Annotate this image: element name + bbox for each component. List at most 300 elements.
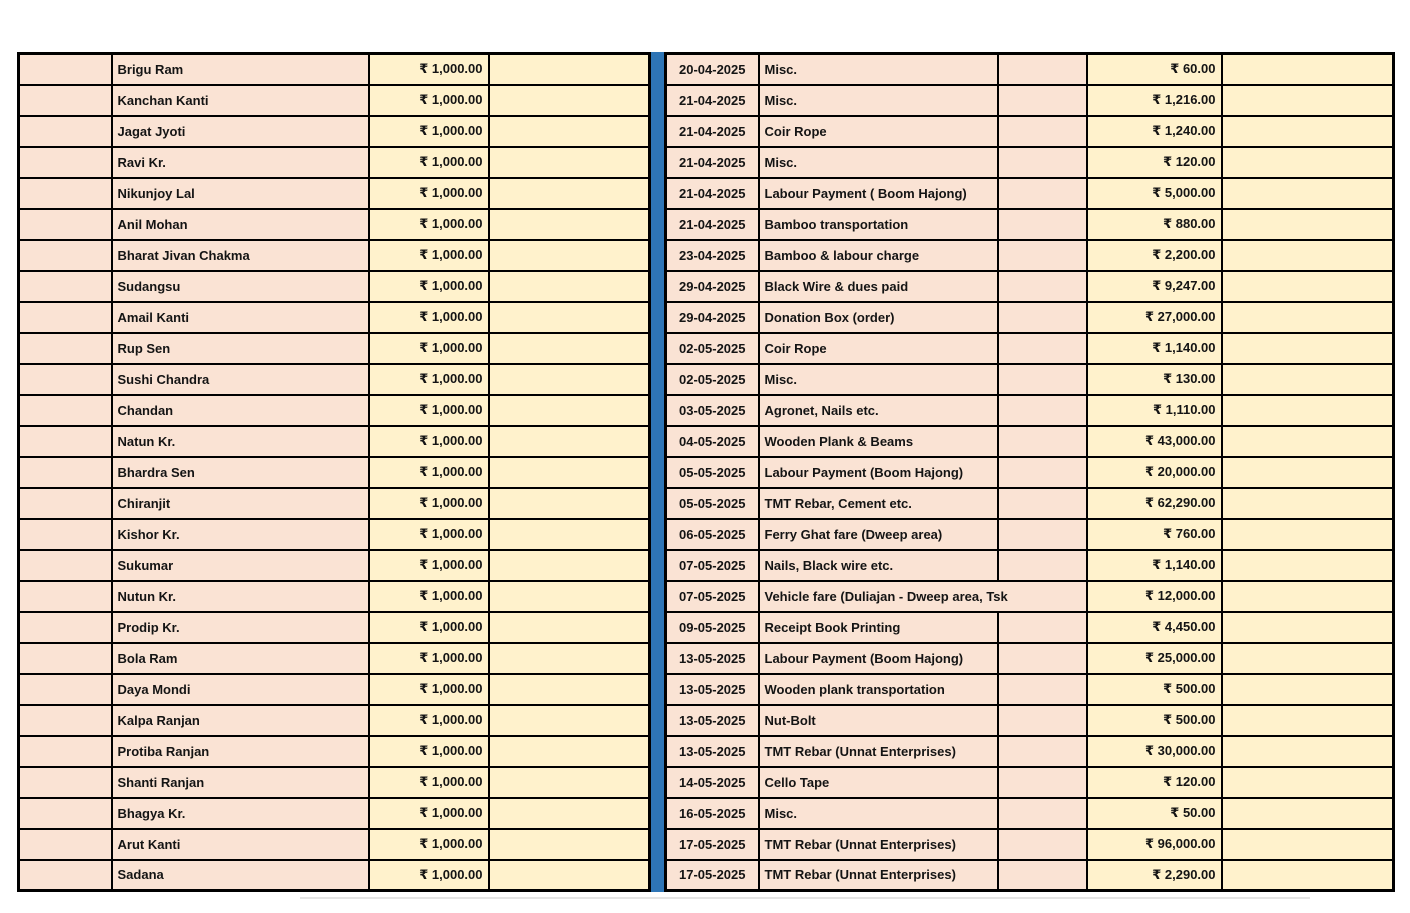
description-cell: TMT Rebar (Unnat Enterprises) [759,829,998,860]
empty-cell [1222,85,1394,116]
empty-cell [1222,643,1394,674]
empty-cell [998,271,1087,302]
empty-cell [1222,333,1394,364]
amount-cell: ₹ 1,000.00 [369,457,489,488]
empty-cell [1222,54,1394,85]
empty-cell [1222,581,1394,612]
name-cell: Ravi Kr. [112,147,369,178]
empty-cell [1222,519,1394,550]
amount-cell: ₹ 2,290.00 [1087,860,1222,891]
name-cell: Kalpa Ranjan [112,705,369,736]
table-row [19,116,650,147]
empty-cell [1222,147,1394,178]
empty-cell [1222,271,1394,302]
table-row [666,333,1394,364]
table-row [19,54,650,85]
empty-cell [489,116,650,147]
table-row [19,550,650,581]
table-row [666,581,1394,612]
page-break-shadow [300,897,1310,899]
amount-cell: ₹ 1,000.00 [369,798,489,829]
table-row [666,54,1394,85]
date-cell: 14-05-2025 [666,767,759,798]
amount-cell: ₹ 1,000.00 [369,116,489,147]
empty-cell [998,54,1087,85]
amount-cell: ₹ 1,000.00 [369,581,489,612]
amount-cell: ₹ 1,000.00 [369,395,489,426]
empty-cell [19,364,112,395]
name-cell: Bhardra Sen [112,457,369,488]
empty-cell [1222,395,1394,426]
amount-cell: ₹ 1,000.00 [369,271,489,302]
amount-cell: ₹ 1,000.00 [369,550,489,581]
date-cell: 16-05-2025 [666,798,759,829]
amount-cell: ₹ 1,000.00 [369,364,489,395]
name-cell: Prodip Kr. [112,612,369,643]
table-row [19,798,650,829]
empty-cell [19,302,112,333]
description-cell: Nut-Bolt [759,705,998,736]
description-cell: Misc. [759,54,998,85]
amount-cell: ₹ 1,000.00 [369,178,489,209]
name-cell: Bhagya Kr. [112,798,369,829]
empty-cell [489,333,650,364]
date-cell: 02-05-2025 [666,333,759,364]
empty-cell [489,147,650,178]
date-cell: 07-05-2025 [666,581,759,612]
amount-cell: ₹ 1,000.00 [369,426,489,457]
amount-cell: ₹ 9,247.00 [1087,271,1222,302]
empty-cell [489,674,650,705]
empty-cell [1222,767,1394,798]
name-cell: Kishor Kr. [112,519,369,550]
empty-cell [489,178,650,209]
amount-cell: ₹ 120.00 [1087,767,1222,798]
empty-cell [19,829,112,860]
empty-cell [998,643,1087,674]
empty-cell [998,147,1087,178]
page-column-divider [651,52,664,892]
table-row [666,240,1394,271]
empty-cell [489,705,650,736]
amount-cell: ₹ 1,000.00 [369,767,489,798]
empty-cell [1222,240,1394,271]
amount-cell: ₹ 2,200.00 [1087,240,1222,271]
description-cell: Coir Rope [759,333,998,364]
spreadsheet-page [17,52,1395,892]
empty-cell [489,240,650,271]
table-row [666,426,1394,457]
contributions-table [17,52,651,892]
empty-cell [19,674,112,705]
empty-cell [19,519,112,550]
table-row [666,85,1394,116]
table-row [19,271,650,302]
empty-cell [998,550,1087,581]
amount-cell: ₹ 1,000.00 [369,209,489,240]
empty-cell [489,798,650,829]
amount-cell: ₹ 1,000.00 [369,705,489,736]
empty-cell [489,302,650,333]
empty-cell [998,395,1087,426]
empty-cell [998,519,1087,550]
date-cell: 21-04-2025 [666,209,759,240]
date-cell: 13-05-2025 [666,736,759,767]
date-cell: 21-04-2025 [666,147,759,178]
name-cell: Shanti Ranjan [112,767,369,798]
empty-cell [489,488,650,519]
description-cell: Bamboo & labour charge [759,240,998,271]
empty-cell [489,457,650,488]
amount-cell: ₹ 1,000.00 [369,54,489,85]
empty-cell [1222,457,1394,488]
table-row [666,767,1394,798]
date-cell: 17-05-2025 [666,829,759,860]
empty-cell [489,426,650,457]
empty-cell [19,767,112,798]
table-row [19,860,650,891]
empty-cell [998,705,1087,736]
empty-cell [998,178,1087,209]
name-cell: Chandan [112,395,369,426]
empty-cell [1222,302,1394,333]
date-cell: 21-04-2025 [666,178,759,209]
empty-cell [1222,798,1394,829]
name-cell: Brigu Ram [112,54,369,85]
table-row [666,178,1394,209]
date-cell: 21-04-2025 [666,116,759,147]
empty-cell [1222,705,1394,736]
empty-cell [489,85,650,116]
name-cell: Rup Sen [112,333,369,364]
description-cell: Black Wire & dues paid [759,271,998,302]
description-cell: Labour Payment (Boom Hajong) [759,457,998,488]
description-cell: Agronet, Nails etc. [759,395,998,426]
amount-cell: ₹ 1,000.00 [369,674,489,705]
date-cell: 04-05-2025 [666,426,759,457]
description-cell: Coir Rope [759,116,998,147]
amount-cell: ₹ 1,000.00 [369,519,489,550]
empty-cell [1222,209,1394,240]
empty-cell [998,85,1087,116]
empty-cell [19,736,112,767]
empty-cell [1222,488,1394,519]
table-row [19,705,650,736]
empty-cell [19,426,112,457]
description-cell: Nails, Black wire etc. [759,550,998,581]
table-row [666,550,1394,581]
table-row [666,798,1394,829]
date-cell: 07-05-2025 [666,550,759,581]
amount-cell: ₹ 1,000.00 [369,333,489,364]
empty-cell [1222,736,1394,767]
description-cell: Labour Payment ( Boom Hajong) [759,178,998,209]
name-cell: Bola Ram [112,643,369,674]
description-cell: Misc. [759,798,998,829]
date-cell: 20-04-2025 [666,54,759,85]
empty-cell [19,860,112,891]
empty-cell [19,612,112,643]
amount-cell: ₹ 4,450.00 [1087,612,1222,643]
table-row [666,860,1394,891]
date-cell: 13-05-2025 [666,674,759,705]
table-row [666,209,1394,240]
empty-cell [998,674,1087,705]
empty-cell [998,333,1087,364]
description-cell: Receipt Book Printing [759,612,998,643]
description-cell: Bamboo transportation [759,209,998,240]
empty-cell [19,209,112,240]
amount-cell: ₹ 1,140.00 [1087,550,1222,581]
table-row [666,147,1394,178]
name-cell: Jagat Jyoti [112,116,369,147]
amount-cell: ₹ 96,000.00 [1087,829,1222,860]
table-row [19,581,650,612]
table-row [19,519,650,550]
table-row [19,364,650,395]
empty-cell [998,426,1087,457]
amount-cell: ₹ 1,000.00 [369,612,489,643]
table-row [19,736,650,767]
table-row [666,829,1394,860]
empty-cell [489,736,650,767]
date-cell: 29-04-2025 [666,271,759,302]
table-row [666,271,1394,302]
description-cell: Labour Payment (Boom Hajong) [759,643,998,674]
name-cell: Sukumar [112,550,369,581]
amount-cell: ₹ 760.00 [1087,519,1222,550]
description-cell: Ferry Ghat fare (Dweep area) [759,519,998,550]
amount-cell: ₹ 1,000.00 [369,147,489,178]
empty-cell [19,178,112,209]
empty-cell [489,829,650,860]
date-cell: 29-04-2025 [666,302,759,333]
table-row [19,302,650,333]
empty-cell [19,705,112,736]
table-row [666,612,1394,643]
empty-cell [998,302,1087,333]
empty-cell [1222,860,1394,891]
table-row [19,612,650,643]
empty-cell [19,457,112,488]
empty-cell [998,488,1087,519]
amount-cell: ₹ 1,110.00 [1087,395,1222,426]
table-row [666,364,1394,395]
table-row [19,85,650,116]
description-cell: TMT Rebar (Unnat Enterprises) [759,860,998,891]
amount-cell: ₹ 1,000.00 [369,85,489,116]
amount-cell: ₹ 1,240.00 [1087,116,1222,147]
name-cell: Sadana [112,860,369,891]
amount-cell: ₹ 1,000.00 [369,488,489,519]
amount-cell: ₹ 1,140.00 [1087,333,1222,364]
empty-cell [1222,550,1394,581]
name-cell: Nutun Kr. [112,581,369,612]
description-cell: Misc. [759,147,998,178]
amount-cell: ₹ 1,216.00 [1087,85,1222,116]
empty-cell [19,581,112,612]
amount-cell: ₹ 25,000.00 [1087,643,1222,674]
amount-cell: ₹ 120.00 [1087,147,1222,178]
date-cell: 03-05-2025 [666,395,759,426]
empty-cell [489,860,650,891]
empty-cell [998,767,1087,798]
empty-cell [19,798,112,829]
amount-cell: ₹ 62,290.00 [1087,488,1222,519]
amount-cell: ₹ 1,000.00 [369,736,489,767]
description-cell: TMT Rebar (Unnat Enterprises) [759,736,998,767]
description-cell: Wooden plank transportation [759,674,998,705]
table-row [666,395,1394,426]
empty-cell [998,736,1087,767]
date-cell: 06-05-2025 [666,519,759,550]
empty-cell [998,612,1087,643]
name-cell: Bharat Jivan Chakma [112,240,369,271]
table-row [19,240,650,271]
table-row [666,457,1394,488]
empty-cell [19,488,112,519]
amount-cell: ₹ 12,000.00 [1087,581,1222,612]
date-cell: 02-05-2025 [666,364,759,395]
empty-cell [489,395,650,426]
empty-cell [489,364,650,395]
name-cell: Daya Mondi [112,674,369,705]
empty-cell [19,116,112,147]
empty-cell [19,240,112,271]
empty-cell [19,147,112,178]
date-cell: 05-05-2025 [666,457,759,488]
table-row [19,147,650,178]
amount-cell: ₹ 30,000.00 [1087,736,1222,767]
amount-cell: ₹ 43,000.00 [1087,426,1222,457]
date-cell: 13-05-2025 [666,705,759,736]
description-cell: Cello Tape [759,767,998,798]
table-row [19,643,650,674]
empty-cell [19,333,112,364]
amount-cell: ₹ 500.00 [1087,705,1222,736]
table-row [666,643,1394,674]
empty-cell [19,85,112,116]
table-row [19,488,650,519]
empty-cell [998,829,1087,860]
name-cell: Natun Kr. [112,426,369,457]
table-row [666,519,1394,550]
amount-cell: ₹ 20,000.00 [1087,457,1222,488]
empty-cell [1222,829,1394,860]
empty-cell [1222,364,1394,395]
empty-cell [1222,426,1394,457]
name-cell: Chiranjit [112,488,369,519]
description-cell: Misc. [759,364,998,395]
name-cell: Protiba Ranjan [112,736,369,767]
expenses-table [664,52,1395,892]
empty-cell [998,860,1087,891]
table-row [666,488,1394,519]
empty-cell [489,643,650,674]
table-row [19,674,650,705]
empty-cell [489,54,650,85]
table-row [19,209,650,240]
table-row [666,674,1394,705]
empty-cell [19,271,112,302]
empty-cell [998,364,1087,395]
amount-cell: ₹ 1,000.00 [369,643,489,674]
table-row [666,736,1394,767]
amount-cell: ₹ 1,000.00 [369,302,489,333]
amount-cell: ₹ 5,000.00 [1087,178,1222,209]
empty-cell [19,550,112,581]
table-row [19,829,650,860]
empty-cell [998,798,1087,829]
empty-cell [1222,116,1394,147]
empty-cell [1222,612,1394,643]
empty-cell [19,643,112,674]
name-cell: Arut Kanti [112,829,369,860]
table-row [666,705,1394,736]
empty-cell [998,116,1087,147]
empty-cell [998,457,1087,488]
empty-cell [998,240,1087,271]
date-cell: 23-04-2025 [666,240,759,271]
description-cell: TMT Rebar, Cement etc. [759,488,998,519]
table-row [19,333,650,364]
empty-cell [489,550,650,581]
date-cell: 21-04-2025 [666,85,759,116]
table-row [666,302,1394,333]
empty-cell [19,54,112,85]
description-cell: Donation Box (order) [759,302,998,333]
amount-cell: ₹ 1,000.00 [369,829,489,860]
amount-cell: ₹ 1,000.00 [369,240,489,271]
amount-cell: ₹ 60.00 [1087,54,1222,85]
amount-cell: ₹ 50.00 [1087,798,1222,829]
table-row [666,116,1394,147]
name-cell: Nikunjoy Lal [112,178,369,209]
empty-cell [489,612,650,643]
date-cell: 05-05-2025 [666,488,759,519]
amount-cell: ₹ 500.00 [1087,674,1222,705]
table-row [19,457,650,488]
name-cell: Sushi Chandra [112,364,369,395]
date-cell: 09-05-2025 [666,612,759,643]
table-row [19,767,650,798]
empty-cell [998,209,1087,240]
name-cell: Anil Mohan [112,209,369,240]
name-cell: Sudangsu [112,271,369,302]
description-cell: Vehicle fare (Duliajan - Dweep area, Tsk [759,581,1087,612]
amount-cell: ₹ 130.00 [1087,364,1222,395]
description-cell: Misc. [759,85,998,116]
empty-cell [489,209,650,240]
description-cell: Wooden Plank & Beams [759,426,998,457]
empty-cell [1222,178,1394,209]
date-cell: 17-05-2025 [666,860,759,891]
date-cell: 13-05-2025 [666,643,759,674]
amount-cell: ₹ 27,000.00 [1087,302,1222,333]
table-row [19,426,650,457]
empty-cell [489,581,650,612]
table-row [19,395,650,426]
amount-cell: ₹ 1,000.00 [369,860,489,891]
empty-cell [489,519,650,550]
empty-cell [1222,674,1394,705]
empty-cell [489,767,650,798]
name-cell: Kanchan Kanti [112,85,369,116]
table-row [19,178,650,209]
empty-cell [489,271,650,302]
amount-cell: ₹ 880.00 [1087,209,1222,240]
empty-cell [19,395,112,426]
